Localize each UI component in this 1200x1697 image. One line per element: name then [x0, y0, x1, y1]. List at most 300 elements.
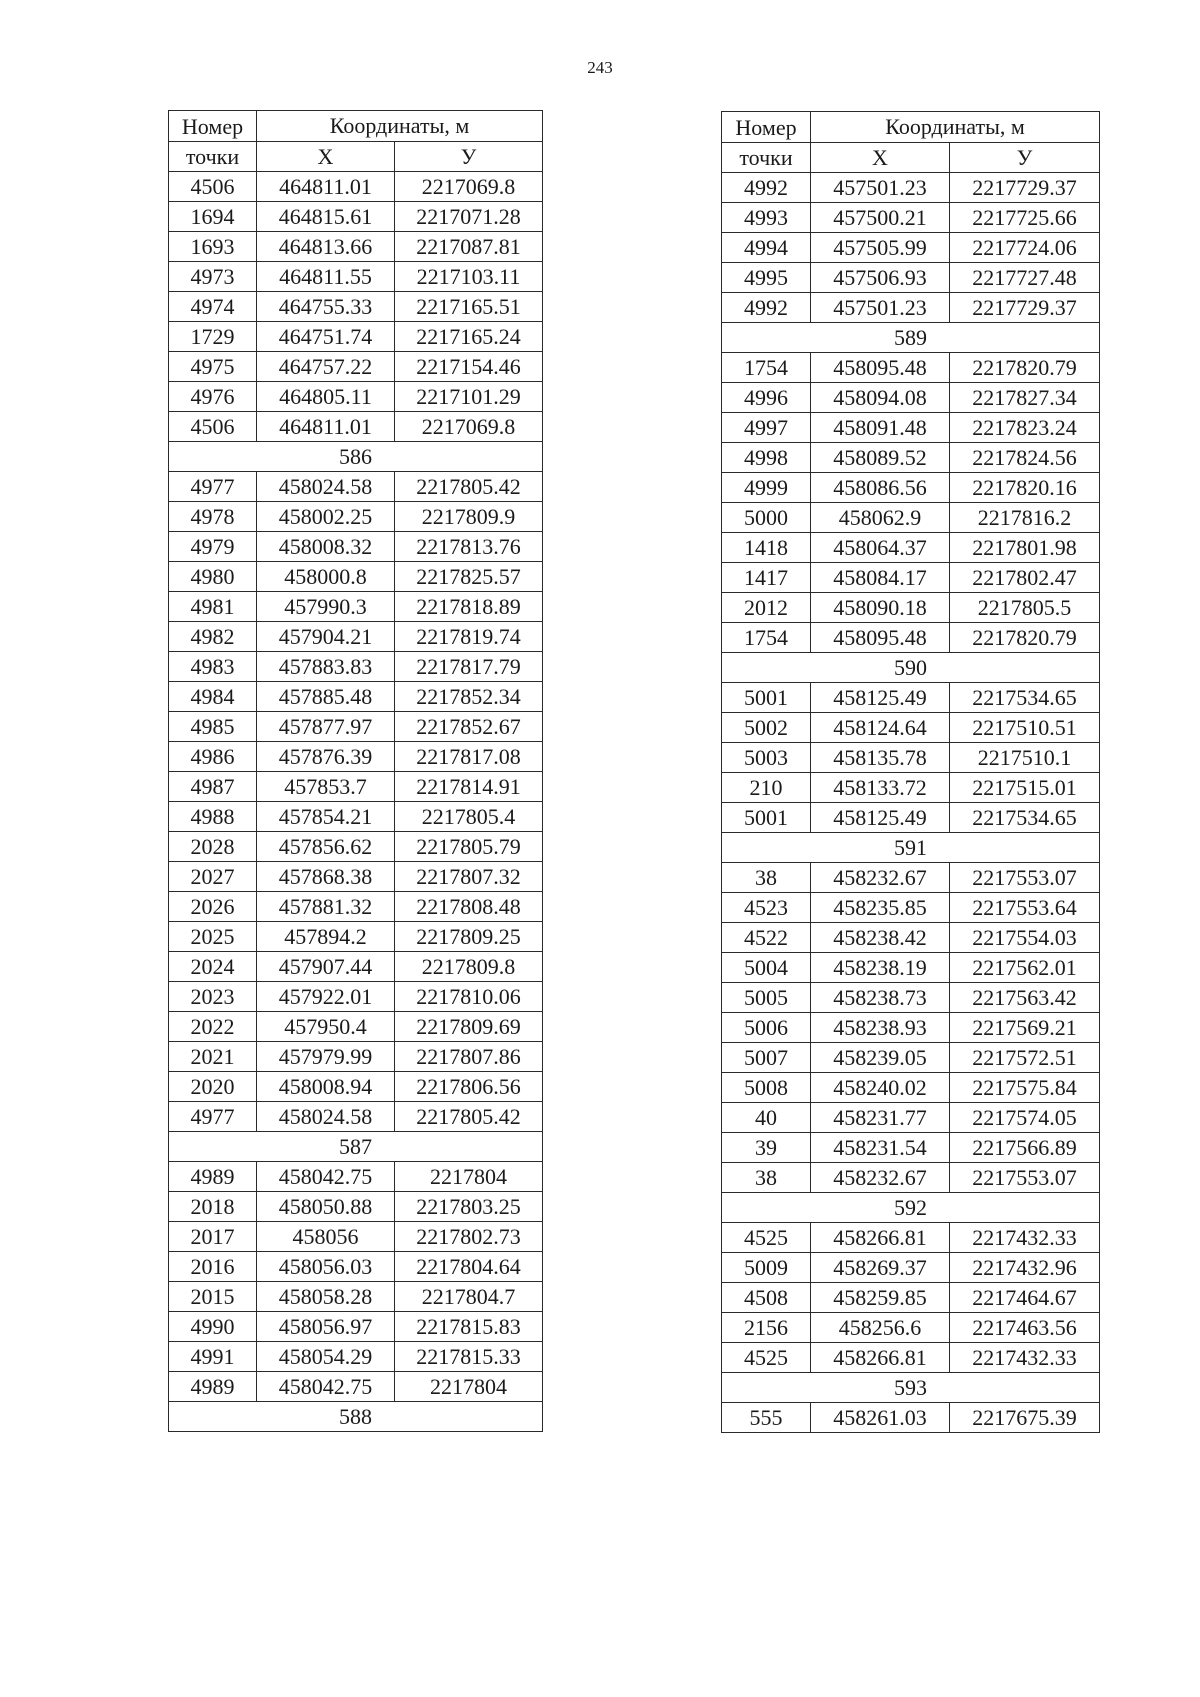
y-coordinate-cell: 2217825.57	[395, 562, 543, 592]
table-row	[722, 623, 1100, 653]
y-coordinate-cell: 2217804.64	[395, 1252, 543, 1282]
y-coordinate-cell: 2217808.48	[395, 892, 543, 922]
table-row	[169, 682, 543, 712]
table-row	[722, 863, 1100, 893]
point-number-cell: 4997	[722, 413, 811, 443]
header-point-number-2: точки	[169, 142, 257, 172]
point-number-cell: 4999	[722, 473, 811, 503]
y-coordinate-cell: 2217572.51	[950, 1043, 1100, 1073]
table-row	[722, 803, 1100, 833]
table-row	[722, 1223, 1100, 1253]
table-row	[169, 772, 543, 802]
point-number-cell: 4995	[722, 263, 811, 293]
point-number-cell: 5006	[722, 1013, 811, 1043]
point-number-cell: 4993	[722, 203, 811, 233]
y-coordinate-cell: 2217809.8	[395, 952, 543, 982]
point-number-cell: 1417	[722, 563, 811, 593]
table-row	[169, 262, 543, 292]
point-number-cell: 4977	[169, 472, 257, 502]
y-coordinate-cell: 2217807.32	[395, 862, 543, 892]
y-coordinate-cell: 2217802.47	[950, 563, 1100, 593]
page-number: 243	[587, 58, 613, 77]
x-coordinate-cell: 458259.85	[811, 1283, 950, 1313]
y-coordinate-cell: 2217815.33	[395, 1342, 543, 1372]
x-coordinate-cell: 458056	[257, 1222, 395, 1252]
table-row	[169, 172, 543, 202]
section-row	[722, 1373, 1100, 1403]
y-coordinate-cell: 2217804	[395, 1372, 543, 1402]
point-number-cell: 2012	[722, 593, 811, 623]
point-number-cell: 2027	[169, 862, 257, 892]
point-number-cell: 4991	[169, 1342, 257, 1372]
y-coordinate-cell: 2217806.56	[395, 1072, 543, 1102]
y-coordinate-cell: 2217816.2	[950, 503, 1100, 533]
table-row	[722, 1103, 1100, 1133]
y-coordinate-cell: 2217725.66	[950, 203, 1100, 233]
x-coordinate-cell: 458095.48	[811, 623, 950, 653]
section-row	[722, 653, 1100, 683]
point-number-cell: 2021	[169, 1042, 257, 1072]
table-row	[722, 773, 1100, 803]
x-coordinate-cell: 458238.93	[811, 1013, 950, 1043]
table-row	[169, 892, 543, 922]
y-coordinate-cell: 2217804.7	[395, 1282, 543, 1312]
table-row	[722, 1043, 1100, 1073]
y-coordinate-cell: 2217801.98	[950, 533, 1100, 563]
x-coordinate-cell: 464751.74	[257, 322, 395, 352]
table-row	[169, 1192, 543, 1222]
table-row	[722, 1163, 1100, 1193]
point-number-cell: 2020	[169, 1072, 257, 1102]
table-row	[722, 983, 1100, 1013]
point-number-cell: 4988	[169, 802, 257, 832]
table-row	[722, 1133, 1100, 1163]
y-coordinate-cell: 2217827.34	[950, 383, 1100, 413]
x-coordinate-cell: 458135.78	[811, 743, 950, 773]
x-coordinate-cell: 457505.99	[811, 233, 950, 263]
y-coordinate-cell: 2217165.51	[395, 292, 543, 322]
x-coordinate-cell: 458084.17	[811, 563, 950, 593]
x-coordinate-cell: 457853.7	[257, 772, 395, 802]
point-number-cell: 4981	[169, 592, 257, 622]
point-number-cell: 5001	[722, 803, 811, 833]
point-number-cell: 4974	[169, 292, 257, 322]
x-coordinate-cell: 458095.48	[811, 353, 950, 383]
point-number-cell: 4984	[169, 682, 257, 712]
x-coordinate-cell: 458056.97	[257, 1312, 395, 1342]
table-row	[722, 413, 1100, 443]
y-coordinate-cell: 2217818.89	[395, 592, 543, 622]
y-coordinate-cell: 2217803.25	[395, 1192, 543, 1222]
x-coordinate-cell: 458133.72	[811, 773, 950, 803]
table-row	[169, 532, 543, 562]
point-number-cell: 5004	[722, 953, 811, 983]
point-number-cell: 2025	[169, 922, 257, 952]
y-coordinate-cell: 2217534.65	[950, 803, 1100, 833]
y-coordinate-cell: 2217852.34	[395, 682, 543, 712]
point-number-cell: 38	[722, 1163, 811, 1193]
point-number-cell: 40	[722, 1103, 811, 1133]
point-number-cell: 1729	[169, 322, 257, 352]
y-coordinate-cell: 2217554.03	[950, 923, 1100, 953]
y-coordinate-cell: 2217069.8	[395, 172, 543, 202]
y-coordinate-cell: 2217824.56	[950, 443, 1100, 473]
x-coordinate-cell: 464805.11	[257, 382, 395, 412]
y-coordinate-cell: 2217464.67	[950, 1283, 1100, 1313]
table-body-left	[169, 172, 543, 1432]
point-number-cell: 4989	[169, 1372, 257, 1402]
point-number-cell: 2018	[169, 1192, 257, 1222]
x-coordinate-cell: 457990.3	[257, 592, 395, 622]
coordinates-table-right	[721, 111, 1100, 1433]
point-number-cell: 2026	[169, 892, 257, 922]
point-number-cell: 4979	[169, 532, 257, 562]
table-row	[722, 353, 1100, 383]
x-coordinate-cell: 458091.48	[811, 413, 950, 443]
x-coordinate-cell: 464813.66	[257, 232, 395, 262]
point-number-cell: 5001	[722, 683, 811, 713]
y-coordinate-cell: 2217463.56	[950, 1313, 1100, 1343]
section-row	[722, 323, 1100, 353]
y-coordinate-cell: 2217553.07	[950, 1163, 1100, 1193]
table-row	[169, 1072, 543, 1102]
table-row	[722, 263, 1100, 293]
point-number-cell: 2156	[722, 1313, 811, 1343]
point-number-cell: 4525	[722, 1223, 811, 1253]
table-row	[169, 982, 543, 1012]
y-coordinate-cell: 2217805.42	[395, 1102, 543, 1132]
table-row	[169, 1042, 543, 1072]
table-row	[169, 712, 543, 742]
point-number-cell: 5002	[722, 713, 811, 743]
y-coordinate-cell: 2217069.8	[395, 412, 543, 442]
y-coordinate-cell: 2217432.33	[950, 1223, 1100, 1253]
header-point-number: Номер	[169, 111, 257, 142]
y-coordinate-cell: 2217813.76	[395, 532, 543, 562]
table-row	[722, 1403, 1100, 1433]
y-coordinate-cell: 2217817.79	[395, 652, 543, 682]
table-row	[722, 503, 1100, 533]
table-row	[169, 352, 543, 382]
y-coordinate-cell: 2217553.07	[950, 863, 1100, 893]
x-coordinate-cell: 458058.28	[257, 1282, 395, 1312]
table-row	[169, 1252, 543, 1282]
x-coordinate-cell: 458124.64	[811, 713, 950, 743]
table-row	[722, 713, 1100, 743]
y-coordinate-cell: 2217165.24	[395, 322, 543, 352]
x-coordinate-cell: 458054.29	[257, 1342, 395, 1372]
x-coordinate-cell: 458266.81	[811, 1223, 950, 1253]
y-coordinate-cell: 2217103.11	[395, 262, 543, 292]
table-row	[169, 1012, 543, 1042]
table-row	[169, 1102, 543, 1132]
point-number-cell: 2017	[169, 1222, 257, 1252]
x-coordinate-cell: 457904.21	[257, 622, 395, 652]
y-coordinate-cell: 2217432.96	[950, 1253, 1100, 1283]
y-coordinate-cell: 2217569.21	[950, 1013, 1100, 1043]
point-number-cell: 5000	[722, 503, 811, 533]
table-row	[722, 293, 1100, 323]
x-coordinate-cell: 458094.08	[811, 383, 950, 413]
table-row	[169, 922, 543, 952]
point-number-cell: 4992	[722, 173, 811, 203]
point-number-cell: 4525	[722, 1343, 811, 1373]
y-coordinate-cell: 2217154.46	[395, 352, 543, 382]
point-number-cell: 2016	[169, 1252, 257, 1282]
point-number-cell: 2022	[169, 1012, 257, 1042]
point-number-cell: 4976	[169, 382, 257, 412]
x-coordinate-cell: 464815.61	[257, 202, 395, 232]
table-row	[722, 1253, 1100, 1283]
table-row	[169, 202, 543, 232]
header-y: У	[950, 143, 1100, 173]
section-number: 588	[169, 1402, 543, 1432]
y-coordinate-cell: 2217432.33	[950, 1343, 1100, 1373]
table-row	[169, 1282, 543, 1312]
x-coordinate-cell: 464757.22	[257, 352, 395, 382]
y-coordinate-cell: 2217805.4	[395, 802, 543, 832]
section-number: 593	[722, 1373, 1100, 1403]
point-number-cell: 4998	[722, 443, 811, 473]
x-coordinate-cell: 458000.8	[257, 562, 395, 592]
section-row	[722, 833, 1100, 863]
x-coordinate-cell: 464811.55	[257, 262, 395, 292]
table-row	[169, 592, 543, 622]
y-coordinate-cell: 2217729.37	[950, 293, 1100, 323]
table-row	[722, 1343, 1100, 1373]
table-row	[169, 1222, 543, 1252]
y-coordinate-cell: 2217817.08	[395, 742, 543, 772]
table-row	[722, 593, 1100, 623]
y-coordinate-cell: 2217852.67	[395, 712, 543, 742]
x-coordinate-cell: 458256.6	[811, 1313, 950, 1343]
table-row	[722, 1283, 1100, 1313]
table-row	[169, 622, 543, 652]
table-row	[169, 952, 543, 982]
x-coordinate-cell: 457854.21	[257, 802, 395, 832]
x-coordinate-cell: 458238.42	[811, 923, 950, 953]
x-coordinate-cell: 458002.25	[257, 502, 395, 532]
header-coordinates: Координаты, м	[257, 111, 543, 142]
point-number-cell: 1693	[169, 232, 257, 262]
x-coordinate-cell: 458008.94	[257, 1072, 395, 1102]
coordinates-table-left	[168, 110, 543, 1432]
point-number-cell: 5007	[722, 1043, 811, 1073]
table-row	[722, 233, 1100, 263]
table-row	[169, 862, 543, 892]
table-row	[169, 832, 543, 862]
x-coordinate-cell: 457885.48	[257, 682, 395, 712]
x-coordinate-cell: 458238.73	[811, 983, 950, 1013]
point-number-cell: 4508	[722, 1283, 811, 1313]
header-x: Х	[811, 143, 950, 173]
y-coordinate-cell: 2217819.74	[395, 622, 543, 652]
header-point-number-2: точки	[722, 143, 811, 173]
y-coordinate-cell: 2217809.9	[395, 502, 543, 532]
x-coordinate-cell: 457922.01	[257, 982, 395, 1012]
point-number-cell: 38	[722, 863, 811, 893]
point-number-cell: 1754	[722, 623, 811, 653]
table-row	[169, 322, 543, 352]
point-number-cell: 210	[722, 773, 811, 803]
point-number-cell: 39	[722, 1133, 811, 1163]
point-number-cell: 5005	[722, 983, 811, 1013]
point-number-cell: 4522	[722, 923, 811, 953]
x-coordinate-cell: 457500.21	[811, 203, 950, 233]
table-row	[169, 232, 543, 262]
point-number-cell: 4977	[169, 1102, 257, 1132]
point-number-cell: 555	[722, 1403, 811, 1433]
section-number: 592	[722, 1193, 1100, 1223]
x-coordinate-cell: 458024.58	[257, 472, 395, 502]
section-number: 589	[722, 323, 1100, 353]
y-coordinate-cell: 2217515.01	[950, 773, 1100, 803]
x-coordinate-cell: 457950.4	[257, 1012, 395, 1042]
point-number-cell: 4506	[169, 412, 257, 442]
y-coordinate-cell: 2217553.64	[950, 893, 1100, 923]
point-number-cell: 4506	[169, 172, 257, 202]
point-number-cell: 1418	[722, 533, 811, 563]
x-coordinate-cell: 458050.88	[257, 1192, 395, 1222]
x-coordinate-cell: 458261.03	[811, 1403, 950, 1433]
x-coordinate-cell: 458042.75	[257, 1372, 395, 1402]
y-coordinate-cell: 2217562.01	[950, 953, 1100, 983]
x-coordinate-cell: 458269.37	[811, 1253, 950, 1283]
table-body-right	[722, 173, 1100, 1433]
point-number-cell: 4983	[169, 652, 257, 682]
point-number-cell: 4987	[169, 772, 257, 802]
y-coordinate-cell: 2217814.91	[395, 772, 543, 802]
point-number-cell: 2024	[169, 952, 257, 982]
point-number-cell: 4980	[169, 562, 257, 592]
y-coordinate-cell: 2217807.86	[395, 1042, 543, 1072]
x-coordinate-cell: 458240.02	[811, 1073, 950, 1103]
y-coordinate-cell: 2217575.84	[950, 1073, 1100, 1103]
point-number-cell: 5003	[722, 743, 811, 773]
y-coordinate-cell: 2217805.42	[395, 472, 543, 502]
x-coordinate-cell: 458235.85	[811, 893, 950, 923]
table-row	[169, 562, 543, 592]
y-coordinate-cell: 2217510.51	[950, 713, 1100, 743]
point-number-cell: 4989	[169, 1162, 257, 1192]
x-coordinate-cell: 464811.01	[257, 412, 395, 442]
point-number-cell: 1754	[722, 353, 811, 383]
x-coordinate-cell: 457907.44	[257, 952, 395, 982]
table-row	[169, 1372, 543, 1402]
header-point-number: Номер	[722, 112, 811, 143]
point-number-cell: 4985	[169, 712, 257, 742]
point-number-cell: 4975	[169, 352, 257, 382]
x-coordinate-cell: 457877.97	[257, 712, 395, 742]
y-coordinate-cell: 2217101.29	[395, 382, 543, 412]
point-number-cell: 4990	[169, 1312, 257, 1342]
header-coordinates: Координаты, м	[811, 112, 1100, 143]
table-row	[722, 383, 1100, 413]
header-y: У	[395, 142, 543, 172]
table-row	[169, 472, 543, 502]
section-number: 586	[169, 442, 543, 472]
section-number: 590	[722, 653, 1100, 683]
y-coordinate-cell: 2217563.42	[950, 983, 1100, 1013]
x-coordinate-cell: 458232.67	[811, 1163, 950, 1193]
x-coordinate-cell: 458064.37	[811, 533, 950, 563]
point-number-cell: 4996	[722, 383, 811, 413]
x-coordinate-cell: 457881.32	[257, 892, 395, 922]
point-number-cell: 2028	[169, 832, 257, 862]
y-coordinate-cell: 2217727.48	[950, 263, 1100, 293]
y-coordinate-cell: 2217809.69	[395, 1012, 543, 1042]
table-row	[722, 443, 1100, 473]
x-coordinate-cell: 458266.81	[811, 1343, 950, 1373]
point-number-cell: 5008	[722, 1073, 811, 1103]
x-coordinate-cell: 458238.19	[811, 953, 950, 983]
x-coordinate-cell: 458024.58	[257, 1102, 395, 1132]
x-coordinate-cell: 457876.39	[257, 742, 395, 772]
x-coordinate-cell: 458086.56	[811, 473, 950, 503]
y-coordinate-cell: 2217675.39	[950, 1403, 1100, 1433]
x-coordinate-cell: 458090.18	[811, 593, 950, 623]
table-row	[169, 1342, 543, 1372]
point-number-cell: 5009	[722, 1253, 811, 1283]
x-coordinate-cell: 457868.38	[257, 862, 395, 892]
x-coordinate-cell: 457979.99	[257, 1042, 395, 1072]
table-row	[169, 652, 543, 682]
y-coordinate-cell: 2217815.83	[395, 1312, 543, 1342]
point-number-cell: 4986	[169, 742, 257, 772]
x-coordinate-cell: 458056.03	[257, 1252, 395, 1282]
section-row	[722, 1193, 1100, 1223]
table-row	[722, 533, 1100, 563]
x-coordinate-cell: 458089.52	[811, 443, 950, 473]
x-coordinate-cell: 458231.77	[811, 1103, 950, 1133]
table-row	[169, 1162, 543, 1192]
section-number: 591	[722, 833, 1100, 863]
section-row	[169, 442, 543, 472]
table-row	[169, 1312, 543, 1342]
point-number-cell: 1694	[169, 202, 257, 232]
table-row	[722, 953, 1100, 983]
y-coordinate-cell: 2217820.79	[950, 623, 1100, 653]
y-coordinate-cell: 2217566.89	[950, 1133, 1100, 1163]
table-row	[722, 743, 1100, 773]
table-row	[169, 502, 543, 532]
section-number: 587	[169, 1132, 543, 1162]
point-number-cell: 4994	[722, 233, 811, 263]
table-row	[722, 893, 1100, 923]
y-coordinate-cell: 2217802.73	[395, 1222, 543, 1252]
y-coordinate-cell: 2217574.05	[950, 1103, 1100, 1133]
y-coordinate-cell: 2217729.37	[950, 173, 1100, 203]
table-row	[169, 382, 543, 412]
y-coordinate-cell: 2217071.28	[395, 202, 543, 232]
x-coordinate-cell: 457856.62	[257, 832, 395, 862]
x-coordinate-cell: 457501.23	[811, 293, 950, 323]
x-coordinate-cell: 464755.33	[257, 292, 395, 322]
y-coordinate-cell: 2217820.79	[950, 353, 1100, 383]
section-row	[169, 1402, 543, 1432]
table-row	[722, 1073, 1100, 1103]
y-coordinate-cell: 2217809.25	[395, 922, 543, 952]
x-coordinate-cell: 458232.67	[811, 863, 950, 893]
x-coordinate-cell: 458125.49	[811, 803, 950, 833]
table-row	[169, 412, 543, 442]
header-x: Х	[257, 142, 395, 172]
table-row	[722, 473, 1100, 503]
x-coordinate-cell: 457894.2	[257, 922, 395, 952]
x-coordinate-cell: 464811.01	[257, 172, 395, 202]
point-number-cell: 4982	[169, 622, 257, 652]
x-coordinate-cell: 458239.05	[811, 1043, 950, 1073]
